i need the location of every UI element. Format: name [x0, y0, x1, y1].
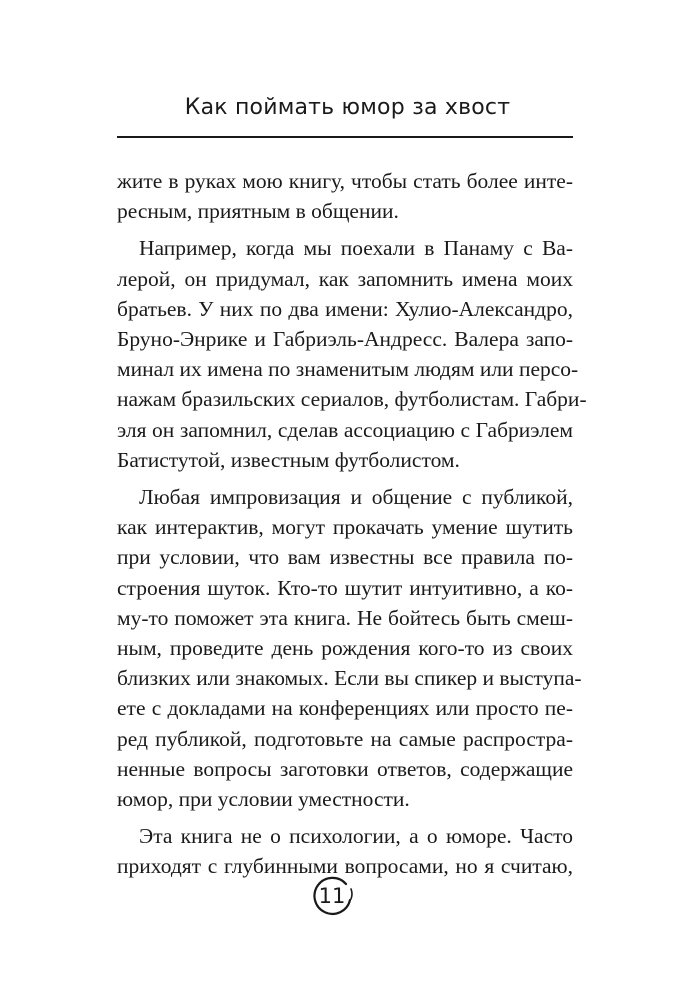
running-title: Как поймать юмор за хвост — [184, 95, 511, 120]
page-number: 11 — [318, 884, 346, 908]
text-line: близких или знакомых. Если вы спикер и выступа- — [117, 666, 582, 691]
text-line: ненные вопросы заготовки ответов, содержащие — [117, 756, 573, 781]
text-line: как интерактив, могут прокачать умение шутить — [117, 515, 573, 540]
page-number-badge — [310, 876, 356, 916]
text-line: му-то поможет эта книга. Не бойтесь быть смеш- — [117, 605, 573, 630]
text-line: эля он запомнил, сделав ассоциацию с Габриэлем — [117, 417, 573, 442]
text-line: ресным, приятным в общении. — [117, 199, 399, 224]
text-line: ете с докладами на конференциях или просто пе- — [117, 696, 573, 721]
text-line: при условии, что вам известны все правила по- — [117, 545, 573, 570]
text-line: ред публикой, подготовьте на самые распростра- — [117, 726, 573, 751]
text-line: лерой, он придумал, как запомнить имена моих — [117, 266, 573, 291]
text-line: Батистутой, известным футболистом. — [117, 447, 460, 472]
text-line: Например, когда мы поехали в Панаму с Ва- — [139, 236, 573, 261]
text-line: юмор, при условии уместности. — [117, 787, 410, 812]
text-line: Любая импровизация и общение с публикой, — [139, 485, 573, 510]
text-line: жите в руках мою книгу, чтобы стать более инте- — [117, 169, 573, 193]
text-line: минал их имена по знаменитым людям или персо- — [117, 357, 579, 382]
body-text — [117, 166, 587, 882]
text-line: ным, проведите день рождения кого-то из своих — [117, 636, 573, 661]
text-line: строения шуток. Кто-то шутит интуитивно, а ко- — [117, 575, 573, 600]
text-line: нажам бразильских сериалов, футболистам. Габри- — [117, 387, 587, 412]
text-line: приходят с глубинными вопросами, но я считаю, — [117, 854, 573, 879]
text-line: братьев. У них по два имени: Хулио-Александро, — [117, 296, 573, 321]
text-line: Бруно-Энрике и Габриэль-Андресс. Валера запо- — [117, 327, 573, 352]
text-line: Эта книга не о психологии, а о юморе. Часто — [139, 824, 573, 849]
header-rule — [117, 136, 573, 138]
